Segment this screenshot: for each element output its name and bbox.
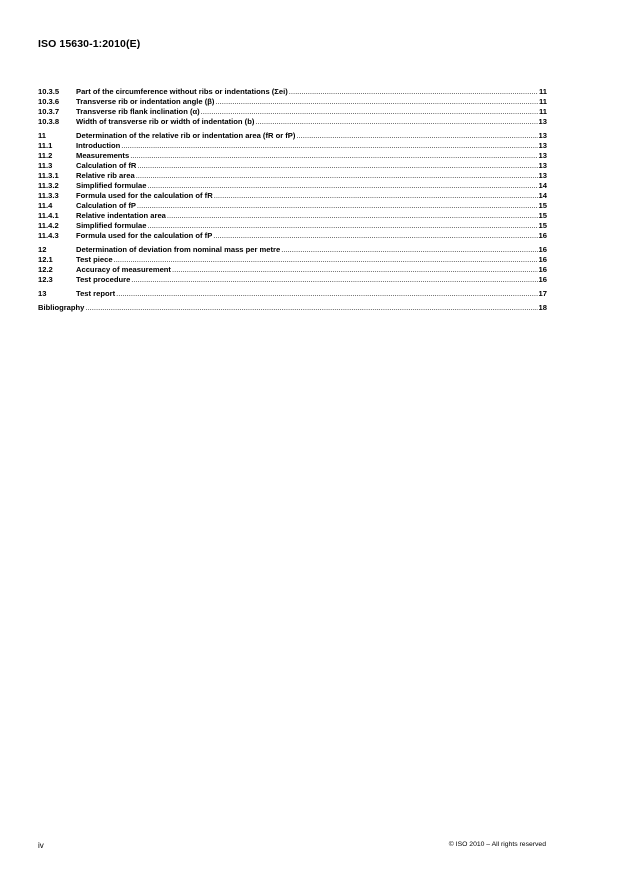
dot-leader <box>214 191 538 201</box>
toc-entry-title: Test procedure <box>76 275 131 284</box>
toc-entry-page: 16 <box>538 255 547 264</box>
toc-entry-title: Measurements <box>76 151 130 160</box>
toc-entry-title: Simplified formulae <box>76 181 147 190</box>
toc-entry-page: 13 <box>538 131 547 140</box>
toc-entry-page: 16 <box>538 275 547 284</box>
toc-entry[interactable] <box>38 191 547 201</box>
toc-entry[interactable] <box>38 275 547 285</box>
toc-entry[interactable] <box>38 97 547 107</box>
toc-entry[interactable] <box>38 201 547 211</box>
copyright-notice: © ISO 2010 – All rights reserved <box>448 841 546 848</box>
toc-entry[interactable] <box>38 245 547 255</box>
toc-entry[interactable] <box>38 289 547 299</box>
dot-leader <box>213 231 537 241</box>
toc-entry[interactable] <box>38 221 547 231</box>
dot-leader <box>136 171 538 181</box>
toc-entry-page: 11 <box>538 97 547 106</box>
dot-leader <box>131 275 537 285</box>
toc-entry-title: Formula used for the calculation of fR <box>76 191 213 200</box>
dot-leader <box>147 181 537 191</box>
toc-entry-title: Test report <box>76 289 116 298</box>
dot-leader <box>289 87 538 97</box>
page-number: iv <box>38 841 44 850</box>
toc-entry[interactable] <box>38 141 547 151</box>
toc-entry-number: 10.3.7 <box>38 107 60 116</box>
toc-entry-number: 11.4 <box>38 201 53 210</box>
toc-entry-number: 11.4.2 <box>38 221 59 230</box>
toc-entry[interactable] <box>38 303 547 313</box>
toc-entry-title: Calculation of fR <box>76 161 137 170</box>
dot-leader <box>130 151 537 161</box>
toc-entry[interactable] <box>38 107 547 117</box>
toc-entry[interactable] <box>38 181 547 191</box>
toc-entry[interactable] <box>38 161 547 171</box>
toc-entry-page: 13 <box>538 171 547 180</box>
toc-entry-number: 10.3.5 <box>38 87 60 96</box>
dot-leader <box>172 265 538 275</box>
toc-entry-title: Introduction <box>76 141 121 150</box>
toc-entry-number: 12.2 <box>38 265 53 274</box>
toc-entry-page: 16 <box>538 265 547 274</box>
dot-leader <box>114 255 538 265</box>
dot-leader <box>215 97 538 107</box>
toc-entry-page: 11 <box>538 87 547 96</box>
toc-entry-page: 17 <box>538 289 547 298</box>
dot-leader <box>167 211 538 221</box>
dot-leader <box>121 141 537 151</box>
toc-entry[interactable] <box>38 117 547 127</box>
toc-entry-page: 15 <box>538 221 547 230</box>
toc-entry[interactable] <box>38 131 547 141</box>
toc-entry[interactable] <box>38 211 547 221</box>
toc-entry-page: 18 <box>538 303 547 312</box>
dot-leader <box>296 131 537 141</box>
toc-entry-page: 15 <box>538 201 547 210</box>
toc-entry[interactable] <box>38 87 547 97</box>
toc-entry-title: Relative indentation area <box>76 211 166 220</box>
toc-entry-number: 11.3 <box>38 161 53 170</box>
toc-entry-number: 11.3.3 <box>38 191 59 200</box>
toc-entry-title: Transverse rib flank inclination (α) <box>76 107 200 116</box>
toc-entry-number: 11 <box>38 131 47 140</box>
dot-leader <box>147 221 537 231</box>
toc-entry[interactable] <box>38 265 547 275</box>
toc-entry-number: 11.1 <box>38 141 53 150</box>
toc-entry-number: 11.4.3 <box>38 231 59 240</box>
toc-entry-title: Test piece <box>76 255 113 264</box>
toc-entry-title: Bibliography <box>38 303 85 312</box>
toc-entry-title: Calculation of fP <box>76 201 136 210</box>
toc-entry-number: 11.2 <box>38 151 53 160</box>
dot-leader <box>281 245 537 255</box>
dot-leader <box>201 107 538 117</box>
toc-entry-page: 15 <box>538 211 547 220</box>
toc-entry-page: 13 <box>538 161 547 170</box>
toc-entry-page: 13 <box>538 151 547 160</box>
toc-entry-number: 10.3.8 <box>38 117 60 126</box>
toc-entry-page: 13 <box>538 117 547 126</box>
toc-entry-number: 11.3.2 <box>38 181 59 190</box>
toc-entry-title: Width of transverse rib or width of indentation (b) <box>76 117 255 126</box>
toc-entry-title: Transverse rib or indentation angle (β) <box>76 97 215 106</box>
toc-entry-number: 12.3 <box>38 275 53 284</box>
dot-leader <box>85 303 537 313</box>
toc-entry-title: Accuracy of measurement <box>76 265 171 274</box>
toc-entry-number: 13 <box>38 289 47 298</box>
toc-entry[interactable] <box>38 151 547 161</box>
toc-entry[interactable] <box>38 171 547 181</box>
document-header: ISO 15630-1:2010(E) <box>38 38 141 50</box>
toc-entry-page: 16 <box>538 245 547 254</box>
toc-entry-page: 14 <box>538 181 547 190</box>
dot-leader <box>116 289 537 299</box>
toc-entry-title: Part of the circumference without ribs or indentations (Σei) <box>76 87 288 96</box>
toc-entry-page: 14 <box>538 191 547 200</box>
toc-entry-page: 13 <box>538 141 547 150</box>
dot-leader <box>137 161 537 171</box>
toc-entry-number: 11.4.1 <box>38 211 59 220</box>
dot-leader <box>255 117 537 127</box>
toc-entry[interactable] <box>38 255 547 265</box>
toc-entry-number: 12.1 <box>38 255 53 264</box>
toc-entry-page: 11 <box>538 107 547 116</box>
dot-leader <box>137 201 538 211</box>
toc-entry-title: Determination of the relative rib or indentation area (fR or fP) <box>76 131 296 140</box>
toc-entry-number: 10.3.6 <box>38 97 60 106</box>
toc-entry-number: 11.3.1 <box>38 171 59 180</box>
toc-entry-title: Formula used for the calculation of fP <box>76 231 213 240</box>
toc-entry-title: Relative rib area <box>76 171 135 180</box>
toc-entry-number: 12 <box>38 245 47 254</box>
table-of-contents <box>38 87 547 313</box>
toc-entry-title: Determination of deviation from nominal mass per metre <box>76 245 281 254</box>
toc-entry[interactable] <box>38 231 547 241</box>
toc-entry-page: 16 <box>538 231 547 240</box>
toc-entry-title: Simplified formulae <box>76 221 147 230</box>
